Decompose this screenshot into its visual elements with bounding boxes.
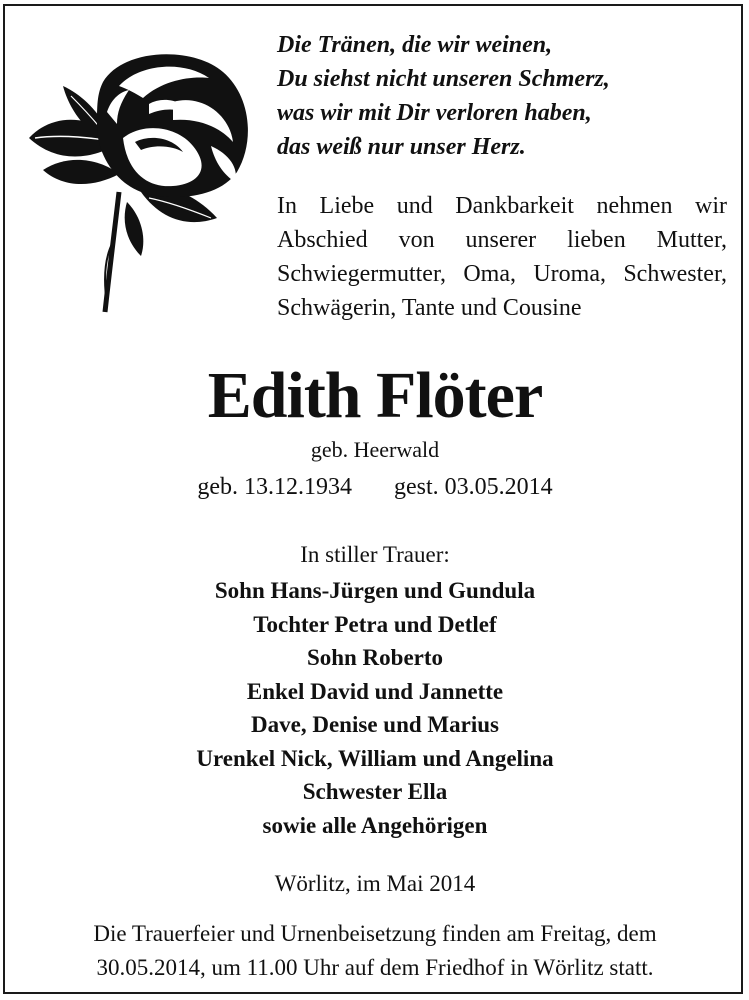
poem-line: Die Tränen, die wir weinen, xyxy=(277,32,553,58)
death-date: gest. 03.05.2014 xyxy=(393,474,553,500)
mourner-line: Schwester Ella xyxy=(302,779,448,804)
obituary-notice xyxy=(3,4,743,994)
intro-line: Schwägerin, Tante und Cousine xyxy=(277,295,582,321)
funeral-line: 30.05.2014, um 11.00 Uhr auf dem Friedhof in Wörlitz statt. xyxy=(96,955,654,980)
poem-line: Du siehst nicht unseren Schmerz, xyxy=(277,66,610,92)
intro-line: Schwiegermutter, Oma, Uroma, Schwester, xyxy=(277,261,727,287)
maiden-name: geb. Heerwald xyxy=(310,437,440,462)
deceased-name: Edith Flöter xyxy=(207,359,543,432)
mourning-label: In stiller Trauer: xyxy=(300,542,450,567)
mourner-line: Sohn Roberto xyxy=(306,645,444,670)
funeral-notice xyxy=(5,917,745,985)
mourner-line: Tochter Petra und Detlef xyxy=(253,611,497,637)
rose-icon xyxy=(23,42,263,314)
intro-line: In Liebe und Dankbarkeit nehmen wir xyxy=(277,193,727,219)
funeral-line: Die Trauerfeier und Urnenbeisetzung finden am Freitag, dem xyxy=(93,921,657,946)
mourner-line: Urenkel Nick, William und Angelina xyxy=(196,745,554,771)
mourner-line: Dave, Denise und Marius xyxy=(251,712,499,737)
birth-date: geb. 13.12.1934 xyxy=(197,474,352,500)
poem-line: was wir mit Dir verloren haben, xyxy=(277,100,592,126)
intro-text xyxy=(277,189,727,325)
mourner-line: sowie alle Angehörigen xyxy=(262,812,488,838)
mourner-line: Enkel David und Jannette xyxy=(246,678,504,704)
mourner-line: Sohn Hans-Jürgen und Gundula xyxy=(214,578,536,603)
poem xyxy=(277,28,717,164)
poem-line: das weiß nur unser Herz. xyxy=(277,134,526,160)
place-date: Wörlitz, im Mai 2014 xyxy=(274,871,476,896)
life-dates xyxy=(5,471,745,503)
mourners-list xyxy=(5,574,745,842)
intro-line: Abschied von unserer lieben Mutter, xyxy=(277,227,727,253)
